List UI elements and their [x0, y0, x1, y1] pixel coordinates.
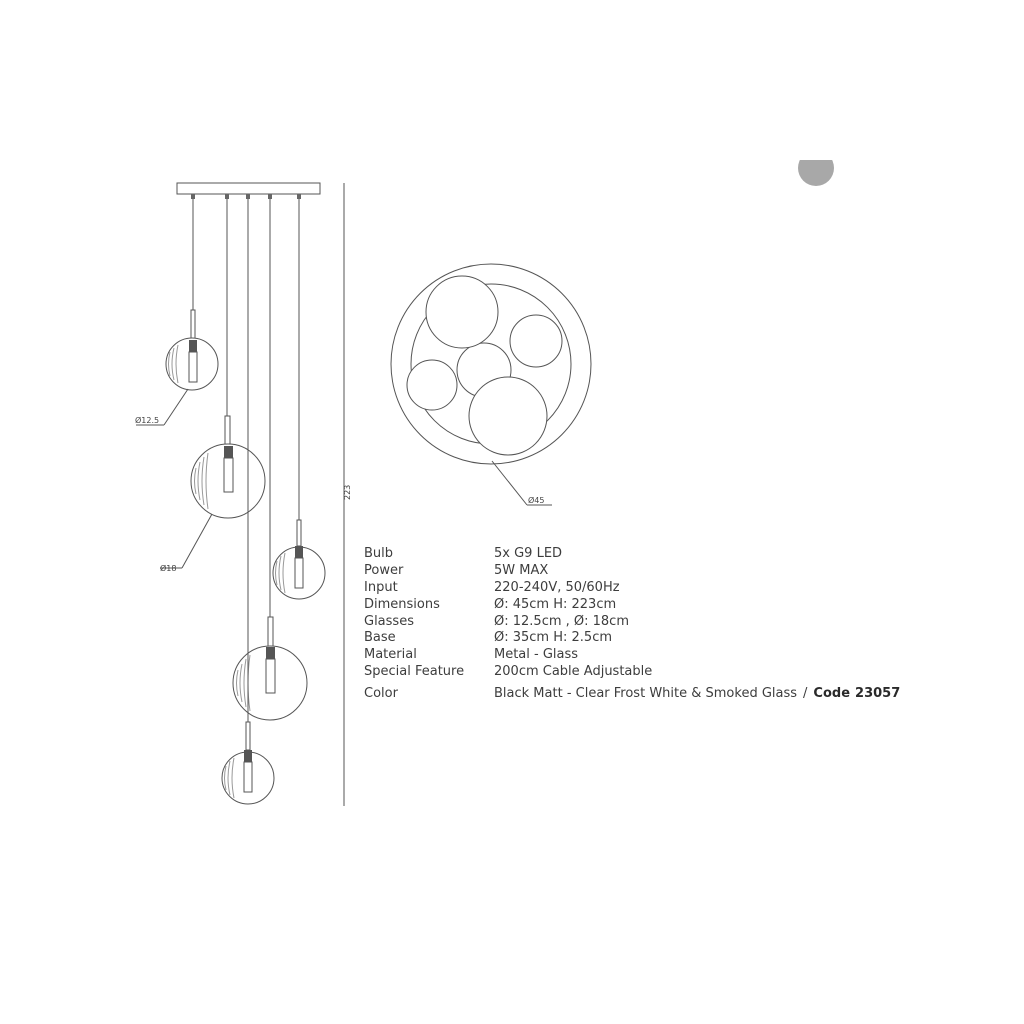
color-value — [494, 686, 900, 702]
side-elevation-view — [136, 183, 344, 806]
spec-value: 5x G9 LED — [494, 546, 563, 562]
spec-label: Special Feature — [364, 663, 465, 679]
spec-label: Color — [364, 685, 398, 701]
dim-top-view: Ø45 — [528, 496, 545, 505]
code-label: Code — [813, 685, 851, 701]
spec-row-dimensions — [364, 596, 964, 613]
spec-label: Base — [364, 630, 396, 646]
ceiling-canopy — [177, 183, 320, 194]
spec-value: Ø: 35cm H: 2.5cm — [494, 630, 613, 646]
spec-row-glasses — [364, 613, 964, 630]
spec-row-input — [364, 580, 964, 597]
spec-label: Material — [364, 647, 417, 663]
code-separator: / — [803, 685, 808, 701]
spec-row-base — [364, 630, 964, 647]
corner-artifact — [798, 150, 834, 186]
spec-label: Dimensions — [364, 596, 440, 612]
pendant-small-2 — [273, 199, 325, 599]
spec-label: Power — [364, 563, 404, 579]
spec-row-power — [364, 563, 964, 580]
spec-value: 5W MAX — [494, 563, 549, 579]
spec-table — [364, 546, 964, 702]
spec-row-color — [364, 685, 964, 702]
dim-height: 223 — [343, 484, 352, 500]
pendant-small-1 — [166, 199, 218, 390]
spec-row-bulb — [364, 546, 964, 563]
product-code: 23057 — [855, 685, 901, 701]
spec-value: Metal - Glass — [494, 647, 579, 663]
spec-value: 220-240V, 50/60Hz — [494, 579, 620, 595]
color-description: Black Matt - Clear Frost White & Smoked Glass — [494, 685, 798, 701]
spec-value: Ø: 45cm H: 223cm — [494, 596, 617, 612]
spec-value: 200cm Cable Adjustable — [494, 663, 653, 679]
spec-label: Glasses — [364, 613, 414, 629]
spec-row-special-feature — [364, 664, 964, 681]
top-view — [391, 264, 591, 505]
spec-label: Bulb — [364, 546, 394, 562]
spec-label: Input — [364, 579, 398, 595]
dim-small-glass: Ø12.5 — [135, 416, 160, 425]
spec-row-material — [364, 647, 964, 664]
dim-large-glass: Ø18 — [160, 564, 177, 573]
spec-value: Ø: 12.5cm , Ø: 18cm — [494, 613, 629, 629]
